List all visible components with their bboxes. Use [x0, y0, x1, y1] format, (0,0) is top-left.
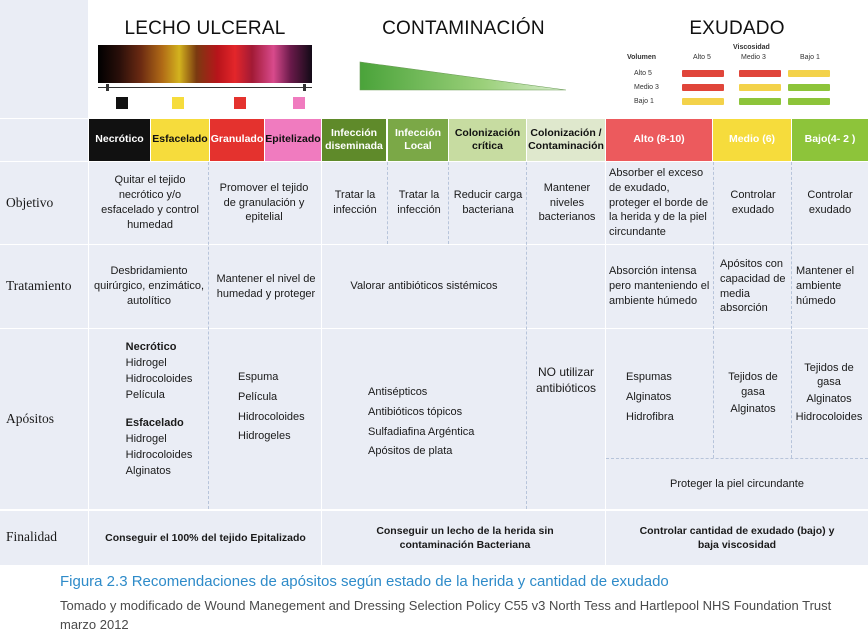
tratamiento-exu-3: Mantener el ambiente húmedo: [796, 265, 855, 307]
apositos-exu-2: [716, 370, 790, 426]
corner-cell: [0, 0, 88, 118]
mini-cell: [682, 70, 724, 77]
apositos-lecho-1-list: [126, 340, 193, 480]
finalidad-lecho: Conseguir el 100% del tejido Epitalizado: [105, 531, 306, 544]
subheader-cell: Infección diseminada: [322, 119, 386, 161]
mini-row-header: Medio 3: [634, 84, 659, 91]
figure-caption-title: Figura 2.3 Recomendaciones de apósitos según estado de la herida y cantidad de exudado: [60, 573, 669, 590]
mini-cell: [739, 84, 781, 91]
tratamiento-lecho-2: Mantener el nivel de humedad y proteger: [216, 272, 316, 300]
objetivo-cont-4: Mantener niveles bacterianos: [538, 181, 596, 224]
row-label-tratamiento: Tratamiento: [0, 245, 88, 328]
dashed-divider: [448, 162, 449, 244]
tratamiento-exu-2: Apósitos con capacidad de media absorción: [720, 257, 786, 315]
list-item: Antisépticos: [368, 386, 428, 398]
subheader-cell: Alto (8-10): [606, 119, 712, 161]
proteger-piel: Proteger la piel circundante: [670, 477, 804, 490]
swatch-granulado: [234, 97, 246, 109]
objetivo-exu-1: Absorber el exceso de exudado, proteger el borde de la herida y de la piel circundante: [609, 166, 709, 239]
apositos-exu-3: [792, 362, 866, 432]
subheader-cell: Infección Local: [388, 119, 448, 161]
dashed-divider: [526, 162, 527, 509]
subheader-cell: Colonización / Contaminación: [527, 119, 605, 161]
objetivo-cont-1: Tratar la infección: [333, 189, 377, 216]
list-item: Antibióticos tópicos: [368, 405, 463, 418]
list-item: Hidrogeles: [238, 430, 291, 443]
subheader-cell: Bajo(4- 2 ): [792, 119, 868, 161]
list-item: Hidrocoloides: [125, 448, 193, 461]
apositos-cont-list: [368, 383, 474, 462]
apositos-esfacelado-title: Esfacelado: [125, 416, 184, 429]
mini-cell: [788, 98, 830, 105]
exudado-title: EXUDADO: [689, 18, 785, 39]
apositos-necrotico-title: Necrótico: [125, 341, 177, 353]
list-item: Alginatos: [730, 402, 776, 415]
list-item: Hidrocoloides: [238, 410, 305, 423]
subheader-cell: Colonización crítica: [449, 119, 526, 161]
mini-volumen-label: Volumen: [627, 54, 657, 61]
row-separator: [0, 328, 868, 329]
list-item: Hidrogel: [125, 356, 167, 369]
subheader-cell: Granulado: [210, 119, 264, 161]
contaminacion-title: CONTAMINACIÓN: [382, 18, 545, 39]
tissue-spectrum-bar: [98, 45, 312, 83]
list-item: Tejidos de gasa: [728, 371, 778, 398]
list-item: Espuma: [238, 371, 279, 383]
mini-col-header: Medio 3: [741, 54, 766, 61]
mini-cell: [739, 70, 781, 77]
row-separator: [0, 118, 868, 119]
objetivo-cont-2: Tratar la infección: [397, 189, 441, 216]
list-item: Hidrocoloides: [795, 411, 863, 424]
objetivo-exu-3: Controlar exudado: [807, 189, 853, 216]
apositos-cont: [368, 383, 518, 467]
apositos-lecho-2-list: [238, 368, 305, 447]
mini-cell: [682, 98, 724, 105]
tratamiento-lecho-1: Desbridamiento quirúrgico, enzimático, autolítico: [93, 265, 205, 307]
list-item: Hidrofibra: [626, 410, 674, 423]
mini-row-header: Bajo 1: [634, 98, 654, 105]
mini-cell: [739, 98, 781, 105]
row-label-finalidad: Finalidad: [0, 510, 88, 565]
apositos-exu-1: [626, 368, 706, 430]
list-item: Tejidos de gasa: [804, 362, 854, 388]
apositos-exu-1-list: [626, 368, 674, 427]
contaminacion-header-cell: [322, 0, 605, 118]
subheader-cell: Medio (6): [713, 119, 791, 161]
mini-row-header: Alto 5: [634, 70, 652, 77]
row-label-objetivo: Objetivo: [0, 162, 88, 244]
list-item: Película: [238, 390, 278, 403]
mini-cell: [682, 84, 724, 91]
contamination-wedge: [322, 0, 605, 118]
spectrum-axis: [98, 87, 312, 88]
lecho-title: LECHO ULCERAL: [124, 18, 286, 39]
list-item: Sulfadiafina Argéntica: [368, 425, 475, 438]
list-item: Película: [125, 388, 165, 401]
tratamiento-exu-1: Absorción intensa pero manteniendo el ambiente húmedo: [609, 265, 710, 307]
apositos-lecho-2: [238, 368, 318, 452]
list-item: Apósitos de plata: [368, 445, 453, 458]
mini-cell: [788, 84, 830, 91]
wedge-shape: [360, 62, 566, 90]
dashed-divider: [387, 162, 388, 244]
list-item: Hidrogel: [125, 432, 167, 445]
viscosity-mini-table: [620, 44, 860, 114]
list-item: Alginatos: [125, 464, 171, 477]
objetivo-lecho-2: Promover el tejido de granulación y epitelial: [219, 181, 309, 224]
finalidad-exu: Controlar cantidad de exudado (bajo) y baja viscosidad: [639, 524, 835, 551]
apositos-lecho-1: [109, 340, 209, 490]
lecho-header-cell: [89, 0, 321, 118]
list-item: Espumas: [626, 371, 672, 383]
row-label-apositos: Apósitos: [0, 329, 88, 509]
mini-viscosidad-label: Viscosidad: [733, 44, 770, 51]
spectrum-tick: [303, 84, 306, 91]
section-separator: [88, 0, 89, 565]
list-item: Alginatos: [626, 390, 672, 403]
swatch-necrotico: [116, 97, 128, 109]
mini-col-header: Alto 5: [693, 54, 711, 61]
subheader-cell: Epitelizado: [265, 119, 321, 161]
objetivo-lecho-1: Quitar el tejido necrótico y/o esfacelado y control humedad: [101, 174, 199, 231]
subheader-cell: Necrótico: [89, 119, 150, 161]
mini-cell: [788, 70, 830, 77]
no-antibioticos: NO utilizar antibióticos: [535, 364, 597, 395]
list-item: Alginatos: [806, 392, 852, 405]
subheader-cell: Esfacelado: [151, 119, 209, 161]
spectrum-tick: [106, 84, 109, 91]
subheader-corner: [0, 119, 88, 161]
objetivo-cont-3: Reducir carga bacteriana: [453, 189, 523, 216]
figure-caption-source: Tomado y modificado de Wound Manegement and Dressing Selection Policy C55 v3 North Tess and Hartlepool NHS Foundation Trust marzo 2012: [60, 598, 832, 632]
swatch-epitelizado: [293, 97, 305, 109]
finalidad-cont: Conseguir un lecho de la herida sin contaminación Bacteriana: [376, 524, 554, 551]
list-item: Hidrocoloides: [125, 372, 193, 385]
tratamiento-cont: Valorar antibióticos sistémicos: [350, 280, 498, 293]
mini-col-header: Bajo 1: [800, 54, 820, 61]
objetivo-exu-2: Controlar exudado: [730, 189, 776, 216]
dashed-divider: [713, 162, 714, 458]
swatch-esfacelado: [172, 97, 184, 109]
